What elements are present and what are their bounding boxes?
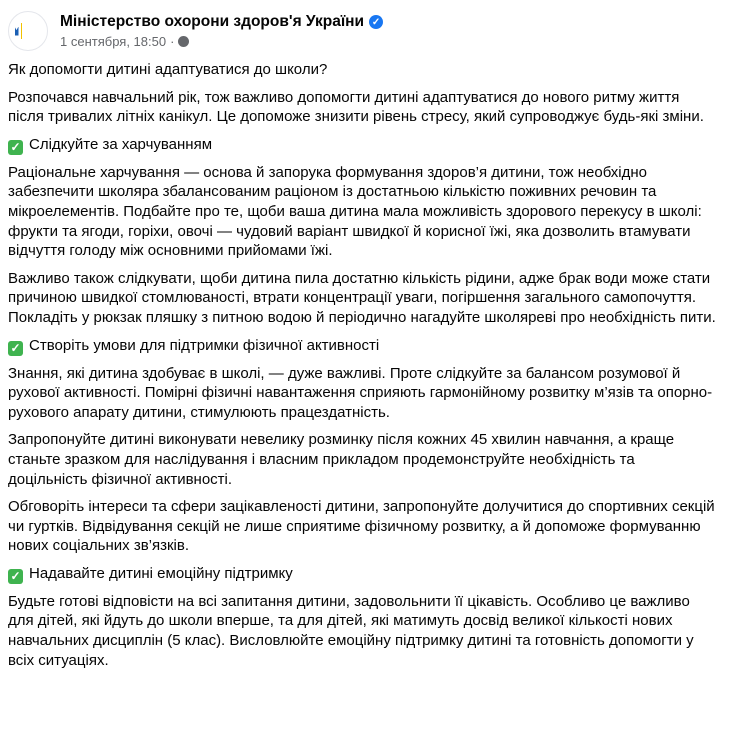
paragraph-text: Знання, які дитина здобуває в школі, — дуже важливі. Проте слідкуйте за балансом розумової й рухової активності. Помірні фізичні навантаження сприяють гармонійному розвитку м’язів та опорно-рухового апарату дитини, стимулюють працездатність. [8,364,713,421]
ministry-logo [15,23,42,39]
section-heading [8,336,718,356]
page-name-link[interactable] [60,13,383,31]
post-paragraph [8,60,718,80]
author-name[interactable]: Міністерство охорони здоров'я України [60,13,365,30]
separator: · [170,34,175,49]
post-paragraph [8,269,718,328]
post-paragraph [8,430,718,489]
paragraph-text: Як допомогти дитині адаптуватися до школи? [8,61,328,78]
paragraph-text: Надавайте дитині емоційну підтримку [29,564,293,582]
paragraph-text: Слідкуйте за харчуванням [29,135,213,153]
post-body [0,54,732,670]
page-avatar[interactable] [8,11,48,51]
post-paragraph [8,592,718,670]
post-paragraph [8,497,718,556]
paragraph-text: Обговоріть інтереси та сфери зацікавленості дитини, запропонуйте долучитися до спортивних секцій чи гуртків. Відвідування секцій не лише сприятиме фізичному розвитку, а й допоможе формуванню нових соціальних зв’язків. [8,498,715,555]
section-heading [8,135,718,155]
paragraph-text: Важливо також слідкувати, щоби дитина пила достатню кількість рідини, адже брак води може стати причиною швидкої стомлюваності, втрати концентрації уваги, погіршення загального самопочуття. Покладіть у рюкзак пляшку з питною водою й періодично нагадуйте школяреві про необхідність пити. [8,269,716,326]
post-timestamp[interactable]: 1 сентября, 18:50 [60,34,167,49]
post-paragraph [8,88,718,127]
paragraph-text: Запропонуйте дитині виконувати невелику розминку після кожних 45 хвилин навчання, а краще станьте зразком для наслідування і власним прикладом продемонструйте необхідність та доцільність фізичної активності. [8,431,675,488]
check-mark-icon: ✓ [8,569,23,584]
check-mark-icon: ✓ [8,140,23,155]
post-header [0,0,732,54]
paragraph-text: Розпочався навчальний рік, тож важливо допомогти дитині адаптуватися до нового ритму життя після тривалих літніх канікул. Це допоможе знизити рівень стресу, який супроводжує будь-які зміни. [8,88,704,126]
post-paragraph [8,163,718,261]
check-mark-icon: ✓ [8,341,23,356]
paragraph-text: Створіть умови для підтримки фізичної активності [29,336,380,354]
paragraph-text: Раціональне харчування — основа й запорука формування здоров’я дитини, тож необхідно забезпечити школяра збалансованим раціоном із достатньою кількістю поживних речовин та мікроелементів. Подбайте про те, щоби ваша дитина мала можливість здорового перекусу в школі: фрукти та ягоди, горіхи, овочі — чудовий варіант швидкої й корисної їжі, яка дозволить втамувати відчуття голоду між основними прийомами їжі. [8,163,702,260]
paragraph-text: Будьте готові відповісти на всі запитання дитини, задовольнити її цікавість. Особливо це важливо для дітей, які йдуть до школи вперше, та для дітей, які матимуть досвід великої кількості нових навчальних дисциплін (5 клас). Висловлюйте емоційну підтримку дитині та готовність допомогти у всіх ситуаціях. [8,592,694,669]
section-heading [8,564,718,584]
globe-icon[interactable] [178,36,189,47]
post-paragraph [8,364,718,423]
trident-icon [15,27,19,36]
verified-badge-icon: ✓ [369,15,383,29]
